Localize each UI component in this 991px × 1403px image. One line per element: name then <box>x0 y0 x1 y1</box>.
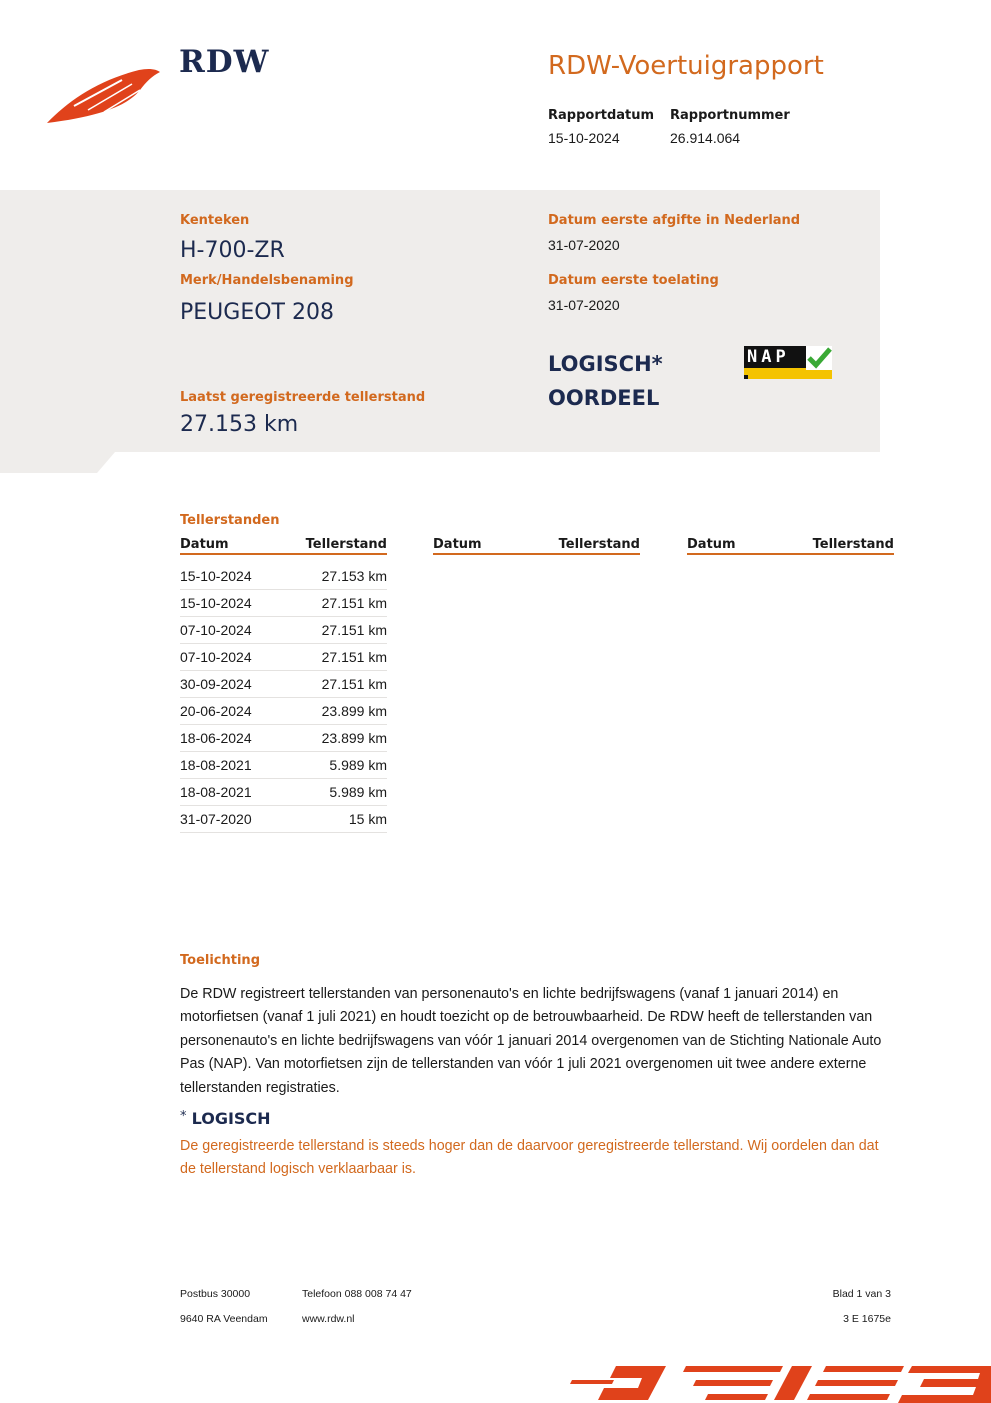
reading-date: 07-10-2024 <box>180 649 252 665</box>
explanation-body: De RDW registreert tellerstanden van personenauto's en lichte bedrijfswagens (vanaf 1 januari 2014) en motorfietsen (vanaf 1 juli 2021) en houdt toezicht op de betrouwbaarheid. De RDW heeft de tellerstanden van personenauto's en lichte bedrijfswagens van vóór 1 januari 2014 overgenomen van de Stichting Nationale Auto Pas (NAP). Van motorfietsen zijn de tellerstanden van vóór 1 juli 2021 overgenomen uit twee andere externe tellerstanden registraties. <box>180 986 882 1096</box>
reading-km: 5.989 km <box>329 757 387 773</box>
readings-title: Tellerstanden <box>180 513 280 528</box>
rdw-logo-text: RDW <box>179 44 270 80</box>
reading-km: 5.989 km <box>329 784 387 800</box>
nap-badge <box>744 346 832 379</box>
report-title: RDW-Voertuigrapport <box>548 51 824 81</box>
reading-km: 23.899 km <box>321 703 387 719</box>
reading-km: 27.151 km <box>321 649 387 665</box>
last-reading-label: Laatst geregistreerde tellerstand <box>180 390 426 405</box>
reading-km: 27.151 km <box>321 595 387 611</box>
table-row <box>180 590 387 617</box>
reading-km: 23.899 km <box>321 730 387 746</box>
footer-web-link[interactable]: www.rdw.nl <box>302 1313 355 1325</box>
reading-date: 18-06-2024 <box>180 730 252 746</box>
readings-rows <box>180 563 387 833</box>
verdict-heading <box>180 1109 271 1128</box>
report-date-label: Rapportdatum <box>548 108 655 123</box>
table-header <box>687 537 894 555</box>
reading-date: 15-10-2024 <box>180 595 252 611</box>
reading-km: 15 km <box>348 811 387 827</box>
panel-tail-shape <box>0 452 120 474</box>
checkmark-icon <box>806 346 832 370</box>
table-row <box>180 779 387 806</box>
reading-km: 27.151 km <box>321 676 387 692</box>
report-number: 26.914.064 <box>670 130 741 146</box>
reading-date: 18-08-2021 <box>180 784 252 800</box>
first-admission-label: Datum eerste toelating <box>548 273 719 288</box>
table-row <box>180 752 387 779</box>
table-row <box>180 563 387 590</box>
rdw-feather-logo <box>44 60 164 126</box>
reading-date: 07-10-2024 <box>180 622 252 638</box>
plate-value: H-700-ZR <box>180 238 285 263</box>
report-date: 15-10-2024 <box>548 130 620 146</box>
table-header <box>433 537 640 555</box>
first-issue-nl-value: 31-07-2020 <box>548 237 620 253</box>
col-date-header: Datum <box>433 537 482 552</box>
brand-value: PEUGEOT 208 <box>180 300 334 325</box>
readings-table-col1 <box>180 537 387 833</box>
verdict-line1: LOGISCH* <box>548 352 663 376</box>
reading-date: 30-09-2024 <box>180 676 252 692</box>
table-row <box>180 698 387 725</box>
reading-date: 20-06-2024 <box>180 703 252 719</box>
decorative-stripes <box>568 1362 991 1403</box>
last-reading-value: 27.153 km <box>180 412 299 437</box>
footer-code: 3 E 1675e <box>843 1313 891 1325</box>
vehicle-summary-panel <box>0 190 880 452</box>
table-row <box>180 644 387 671</box>
table-row <box>180 725 387 752</box>
verdict-body: De geregistreerde tellerstand is steeds hoger dan de daarvoor geregistreerde tellerstand. Wij oordelen dan dat de tellerstand logisch verklaarbaar is. <box>180 1138 879 1178</box>
footer-phone: Telefoon 088 008 74 47 <box>302 1288 412 1300</box>
footer-address1: Postbus 30000 <box>180 1288 251 1300</box>
verdict-mark: * <box>180 1109 187 1124</box>
table-row <box>180 671 387 698</box>
first-issue-nl-label: Datum eerste afgifte in Nederland <box>548 213 801 228</box>
report-number-label: Rapportnummer <box>670 108 790 123</box>
col-reading-header: Tellerstand <box>558 537 640 552</box>
reading-km: 27.153 km <box>321 568 387 584</box>
nap-badge-text: NAP <box>747 347 790 367</box>
footer-address2: 9640 RA Veendam <box>180 1313 268 1325</box>
verdict-line2: OORDEEL <box>548 386 660 410</box>
explanation-title: Toelichting <box>180 953 260 968</box>
col-reading-header: Tellerstand <box>305 537 387 552</box>
brand-label: Merk/Handelsbenaming <box>180 273 354 288</box>
col-date-header: Datum <box>180 537 229 552</box>
readings-table-col2 <box>433 537 640 555</box>
reading-km: 27.151 km <box>321 622 387 638</box>
first-admission-value: 31-07-2020 <box>548 297 620 313</box>
verdict-title: LOGISCH <box>191 1109 271 1128</box>
plate-label: Kenteken <box>180 213 250 228</box>
col-reading-header: Tellerstand <box>812 537 894 552</box>
reading-date: 31-07-2020 <box>180 811 252 827</box>
table-header <box>180 537 387 555</box>
reading-date: 15-10-2024 <box>180 568 252 584</box>
table-row <box>180 806 387 833</box>
footer-page: Blad 1 van 3 <box>832 1288 891 1300</box>
reading-date: 18-08-2021 <box>180 757 252 773</box>
table-row <box>180 617 387 644</box>
readings-table-col3 <box>687 537 894 555</box>
col-date-header: Datum <box>687 537 736 552</box>
